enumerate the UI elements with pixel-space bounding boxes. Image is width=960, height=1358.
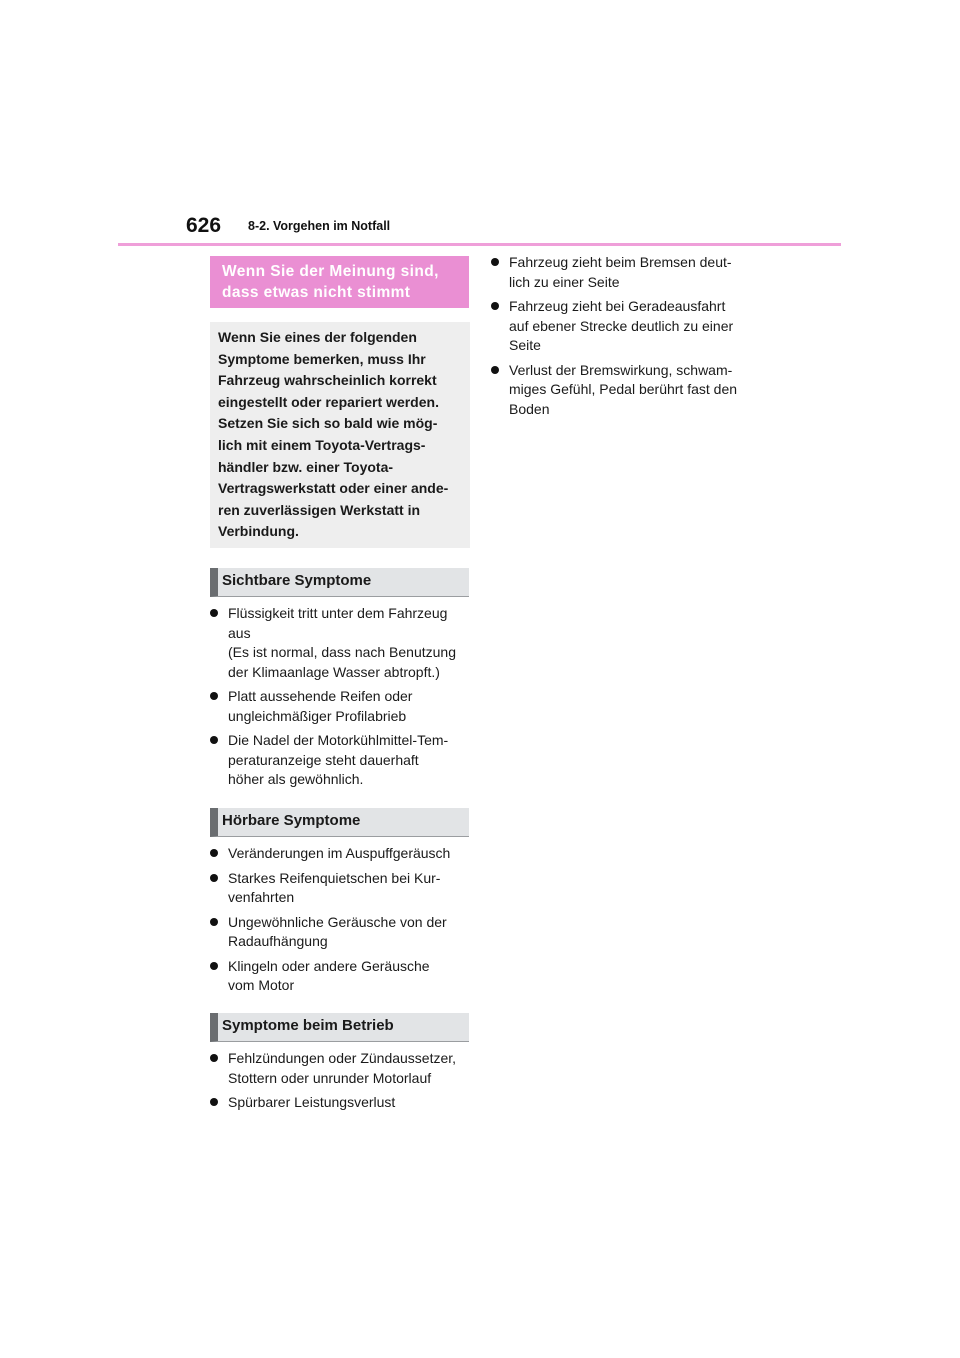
item-text: Die Nadel der Motorkühlmittel-Tem- bbox=[228, 732, 449, 748]
operation-symptom-list bbox=[210, 1049, 472, 1118]
intro-line: eingestellt oder repariert werden. bbox=[218, 393, 439, 410]
bullet-icon bbox=[210, 609, 218, 617]
section-heading-operation: Symptome beim Betrieb bbox=[210, 1013, 469, 1042]
chapter-title: 8-2. Vorgehen im Notfall bbox=[248, 219, 391, 233]
bullet-icon bbox=[210, 918, 218, 926]
item-text: miges Gefühl, Pedal berührt fast den bbox=[509, 381, 738, 397]
right-column-symptom-list bbox=[491, 253, 753, 424]
list-item bbox=[210, 604, 472, 682]
bullet-icon bbox=[491, 366, 499, 374]
bullet-icon bbox=[210, 692, 218, 700]
bullet-icon bbox=[210, 1054, 218, 1062]
intro-line: Verbindung. bbox=[218, 523, 299, 540]
item-text: Seite bbox=[509, 337, 541, 353]
list-item bbox=[210, 1049, 472, 1088]
intro-line: Wenn Sie eines der folgenden bbox=[218, 329, 417, 345]
visible-symptom-list bbox=[210, 604, 472, 795]
item-text: der Klimaanlage Wasser abtropft.) bbox=[228, 663, 440, 680]
list-item bbox=[210, 913, 472, 952]
bullet-icon bbox=[210, 874, 218, 882]
item-text: ungleichmäßiger Profilabrieb bbox=[228, 707, 407, 724]
item-text: Flüssigkeit tritt unter dem Fahrzeug bbox=[228, 605, 448, 621]
intro-line: Symptome bemerken, muss Ihr bbox=[218, 350, 426, 367]
item-text: venfahrten bbox=[228, 889, 295, 905]
bullet-icon bbox=[210, 736, 218, 744]
item-text: Spürbarer Leistungsverlust bbox=[228, 1094, 396, 1110]
item-text: Platt aussehende Reifen oder bbox=[228, 688, 413, 704]
intro-line: Fahrzeug wahrscheinlich korrekt bbox=[218, 372, 437, 389]
item-text: vom Motor bbox=[228, 977, 295, 993]
list-item bbox=[491, 253, 753, 292]
item-text: lich zu einer Seite bbox=[509, 273, 620, 290]
section-heading-audible: Hörbare Symptome bbox=[210, 808, 469, 837]
intro-line: lich mit einem Toyota-Vertrags- bbox=[218, 436, 426, 453]
bullet-icon bbox=[210, 849, 218, 857]
bullet-icon bbox=[210, 1098, 218, 1106]
item-text: Starkes Reifenquietschen bei Kur- bbox=[228, 869, 441, 886]
bullet-icon bbox=[491, 258, 499, 266]
bullet-icon bbox=[210, 962, 218, 970]
list-item bbox=[210, 687, 472, 726]
item-text: Klingeln oder andere Geräusche bbox=[228, 957, 430, 974]
list-item bbox=[210, 957, 472, 996]
intro-line: ren zuverlässigen Werkstatt in bbox=[218, 501, 421, 518]
intro-box bbox=[210, 322, 470, 548]
pink-heading-line: dass etwas nicht stimmt bbox=[222, 284, 411, 301]
item-text: Fahrzeug zieht bei Geradeausfahrt bbox=[509, 298, 726, 314]
item-text: auf ebener Strecke deutlich zu einer bbox=[509, 317, 734, 334]
pink-heading-box bbox=[210, 256, 469, 308]
list-item bbox=[210, 1093, 472, 1113]
audible-symptom-list bbox=[210, 844, 472, 1001]
item-text: (Es ist normal, dass nach Benutzung bbox=[228, 644, 457, 660]
list-item bbox=[210, 869, 472, 908]
item-text: Fahrzeug zieht beim Bremsen deut- bbox=[509, 254, 732, 270]
list-item bbox=[491, 297, 753, 356]
intro-line: händler bzw. einer Toyota- bbox=[218, 458, 394, 475]
item-text: Verlust der Bremswirkung, schwam- bbox=[509, 361, 733, 378]
item-text: Boden bbox=[509, 400, 550, 417]
pink-heading-line: Wenn Sie der Meinung sind, bbox=[222, 263, 439, 280]
list-item bbox=[210, 844, 472, 864]
item-text: höher als gewöhnlich. bbox=[228, 771, 364, 787]
section-heading-visible: Sichtbare Symptome bbox=[210, 568, 469, 597]
item-text: Fehlzündungen oder Zündaussetzer, bbox=[228, 1050, 457, 1066]
page-number: 626 bbox=[186, 214, 222, 237]
intro-line: Vertragswerkstatt oder einer ande- bbox=[218, 480, 449, 497]
item-text: Ungewöhnliche Geräusche von der bbox=[228, 913, 447, 930]
list-item bbox=[210, 731, 472, 790]
intro-line: Setzen Sie sich so bald wie mög- bbox=[218, 415, 438, 432]
item-text: peraturanzeige steht dauerhaft bbox=[228, 751, 419, 768]
item-text: aus bbox=[228, 624, 251, 641]
item-text: Stottern oder unrunder Motorlauf bbox=[228, 1069, 432, 1086]
item-text: Veränderungen im Auspuffgeräusch bbox=[228, 845, 451, 861]
bullet-icon bbox=[491, 302, 499, 310]
item-text: Radaufhängung bbox=[228, 933, 328, 949]
header-rule bbox=[118, 243, 841, 246]
list-item bbox=[491, 361, 753, 420]
